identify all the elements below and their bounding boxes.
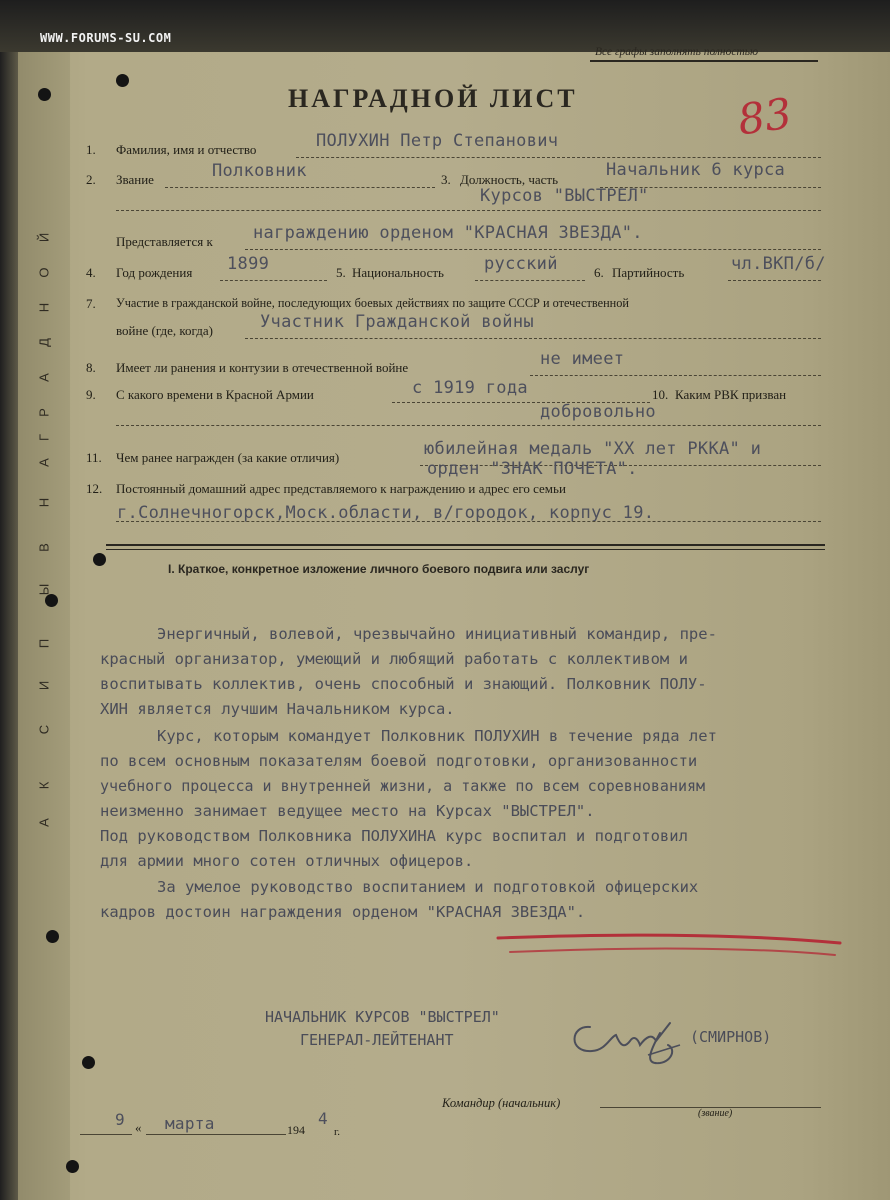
wounds-value: не имеет xyxy=(540,349,625,369)
handwritten-signature xyxy=(560,1005,700,1085)
field-number: 2. xyxy=(86,172,96,187)
side-letter: Д xyxy=(36,338,52,347)
field-number: 8. xyxy=(86,360,96,375)
field-rule xyxy=(220,280,327,281)
narrative-line: воспитывать коллектив, очень способный и знающий. Полковник ПОЛУ- xyxy=(100,675,707,693)
side-letter: П xyxy=(36,638,52,649)
narrative-line: учебного процесса и внутренней жизни, а также по всем соревнованиям xyxy=(100,777,706,795)
field-number: 4. xyxy=(86,265,96,280)
field-number: 11. xyxy=(86,450,102,465)
draft-office-value: добровольно xyxy=(540,402,656,422)
field-number: 7. xyxy=(86,296,96,311)
field-rule xyxy=(475,280,585,281)
page-title: НАГРАДНОЙ ЛИСТ xyxy=(288,84,578,113)
punch-hole xyxy=(66,1160,79,1173)
date-year-suffix: г. xyxy=(334,1126,341,1138)
nationality-value: русский xyxy=(484,254,558,274)
date-year-digit: 4 xyxy=(318,1109,328,1128)
handwritten-number: 83 xyxy=(734,88,795,145)
section-rule xyxy=(106,544,825,546)
date-quote: « xyxy=(135,1120,142,1135)
field-rule xyxy=(530,375,821,376)
field-label: Представляется к xyxy=(116,234,213,249)
field-label: Имеет ли ранения и контузии в отечественной войне xyxy=(116,360,409,375)
position-value: Начальник 6 курса xyxy=(606,160,786,180)
civil-war-value: Участник Гражданской войны xyxy=(260,312,534,332)
side-letter: С xyxy=(36,724,52,735)
narrative-line: для армии много сотен отличных офицеров. xyxy=(100,852,474,870)
narrative-line: Энергичный, волевой, чрезвычайно инициативный командир, пре- xyxy=(157,625,717,643)
field-label: Каким РВК призван xyxy=(675,387,787,402)
field-label: Национальность xyxy=(352,265,444,280)
field-label: Чем ранее награжден (за какие отличия) xyxy=(116,450,340,465)
signatory-name: (СМИРНОВ) xyxy=(690,1028,772,1046)
field-number: 1. xyxy=(86,142,96,157)
field-number: 3. xyxy=(441,172,451,187)
field-number: 6. xyxy=(594,265,604,280)
side-letter: И xyxy=(36,680,52,691)
field-label: С какого времени в Красной Армии xyxy=(116,387,314,402)
side-letter: Н xyxy=(36,497,52,508)
commander-label: Командир (начальник) xyxy=(442,1096,561,1110)
side-letter: Н xyxy=(36,302,52,313)
narrative-line: красный организатор, умеющий и любящий работать с коллективом и xyxy=(100,650,688,668)
rank-value: Полковник xyxy=(212,161,307,181)
rank-label: (звание) xyxy=(698,1108,733,1119)
date-day: 9 xyxy=(115,1110,125,1129)
side-letter: Р xyxy=(36,408,52,417)
presented-for-value: награждению орденом "КРАСНАЯ ЗВЕЗДА". xyxy=(253,223,643,243)
punch-hole xyxy=(116,74,129,87)
instruction-underline xyxy=(590,60,818,62)
punch-hole xyxy=(93,553,106,566)
field-rule xyxy=(116,210,821,211)
side-letter: В xyxy=(36,543,52,552)
previous-awards-value: юбилейная медаль "XX лет РККА" и xyxy=(424,439,762,459)
narrative-line: ХИН является лучшим Начальником курса. xyxy=(100,700,455,718)
birth-year-value: 1899 xyxy=(227,254,270,274)
field-rule xyxy=(116,425,821,426)
side-letter: О xyxy=(36,267,52,278)
field-label: войне (где, когда) xyxy=(116,323,213,338)
previous-awards-value-line2: орден "ЗНАК ПОЧЕТА". xyxy=(427,459,638,479)
narrative-line: по всем основным показателям боевой подготовки, организованности xyxy=(100,752,698,770)
field-rule xyxy=(296,157,821,158)
section-heading: I. Краткое, конкретное изложение личного боевого подвига или заслуг xyxy=(168,562,590,576)
date-month: марта xyxy=(165,1114,215,1133)
field-rule xyxy=(116,521,821,522)
signatory-rank: ГЕНЕРАЛ-ЛЕЙТЕНАНТ xyxy=(300,1031,454,1049)
date-year-prefix: 194 xyxy=(287,1123,305,1137)
narrative-line: Курс, которым командует Полковник ПОЛУХИН в течение ряда лет xyxy=(157,727,717,745)
party-value: чл.ВКП/б/ xyxy=(731,254,826,274)
field-label: Должность, часть xyxy=(460,172,559,187)
field-number: 10. xyxy=(652,387,669,402)
date-rule xyxy=(146,1134,286,1135)
side-letter: Й xyxy=(36,232,52,243)
position-value-line2: Курсов "ВЫСТРЕЛ" xyxy=(480,186,649,206)
field-number: 12. xyxy=(86,481,103,496)
date-rule xyxy=(80,1134,132,1135)
field-rule xyxy=(245,338,821,339)
side-letter: К xyxy=(36,781,52,790)
field-label: Участие в гражданской войне, последующих боевых действиях по защите СССР и отечественной xyxy=(116,296,629,310)
army-since-value: с 1919 года xyxy=(412,378,528,398)
field-label: Постоянный домашний адрес представляемого к награждению и адрес его семьи xyxy=(116,481,566,496)
fill-instructions: Все графы заполнять полностью xyxy=(595,46,759,58)
field-label: Год рождения xyxy=(116,265,193,280)
field-label: Партийность xyxy=(612,265,685,280)
full-name-value: ПОЛУХИН Петр Степанович xyxy=(316,131,559,151)
scan-dark-edge xyxy=(0,0,18,1200)
punch-hole xyxy=(38,88,51,101)
narrative-line: кадров достоин награждения орденом "КРАСНАЯ ЗВЕЗДА". xyxy=(100,903,586,921)
side-letter: А xyxy=(36,818,52,827)
punch-hole xyxy=(82,1056,95,1069)
side-letter: Ы xyxy=(36,583,52,596)
punch-hole xyxy=(46,930,59,943)
side-letter: А xyxy=(36,458,52,467)
side-letter: А xyxy=(36,373,52,382)
field-rule xyxy=(245,249,821,250)
narrative-line: Под руководством Полковника ПОЛУХИНА курс воспитал и подготовил xyxy=(100,827,688,845)
field-number: 5. xyxy=(336,265,346,280)
field-number: 9. xyxy=(86,387,96,402)
red-pencil-underline xyxy=(490,925,860,965)
home-address-value: г.Солнечногорск,Моск.области, в/городок, корпус 19. xyxy=(117,503,655,523)
field-label: Фамилия, имя и отчество xyxy=(116,142,257,157)
field-rule xyxy=(165,187,435,188)
field-label: Звание xyxy=(116,172,154,187)
field-rule xyxy=(728,280,821,281)
section-rule xyxy=(106,549,825,550)
narrative-line: неизменно занимает ведущее место на Курсах "ВЫСТРЕЛ". xyxy=(100,802,595,820)
site-watermark: WWW.FORUMS-SU.COM xyxy=(40,31,172,45)
signatory-title: НАЧАЛЬНИК КУРСОВ "ВЫСТРЕЛ" xyxy=(265,1008,500,1026)
narrative-line: За умелое руководство воспитанием и подготовкой офицерских xyxy=(157,878,699,896)
side-letter: Г xyxy=(36,433,52,442)
